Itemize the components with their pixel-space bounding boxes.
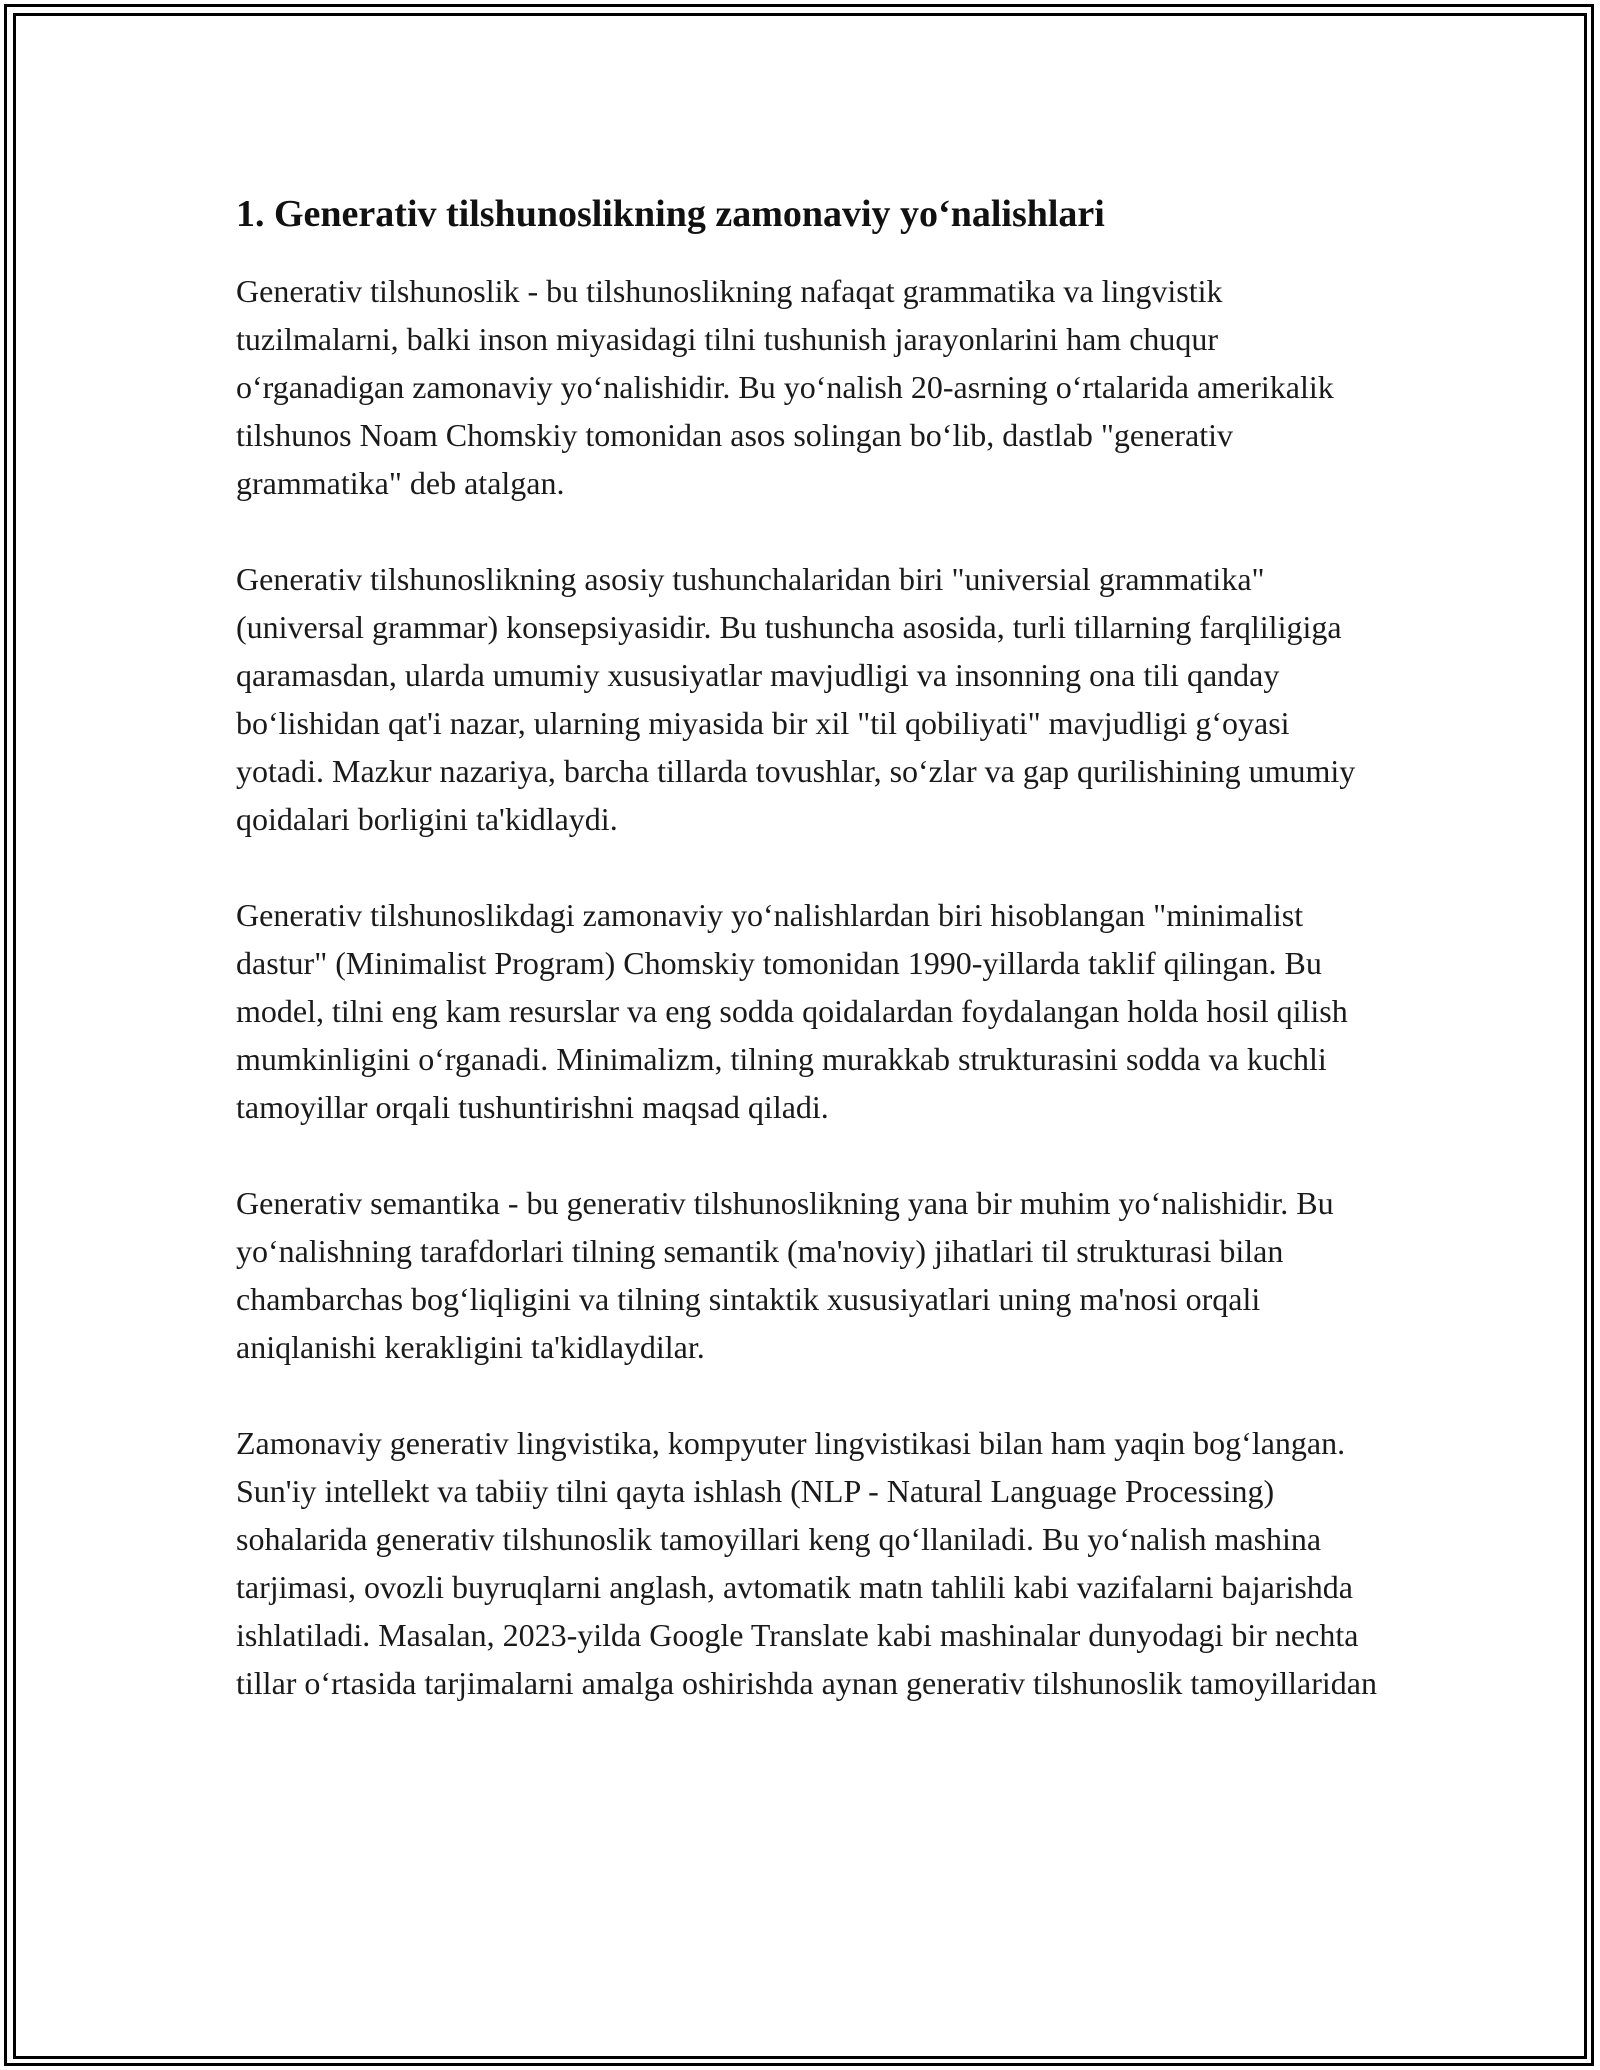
document-body [236, 185, 1381, 1707]
paragraph-3: Generativ tilshunoslikdagi zamonaviy yo‘nalishlardan biri hisoblangan "minimalist dastur" (Minimalist Program) Chomskiy tomonidan 1990-yillarda taklif qilingan. Bu model, tilni eng kam resurslar va eng sodda qoidalardan foydalangan holda hosil qilish mumkinligini o‘rganadi. Minimalizm, tilning murakkab strukturasini sodda va kuchli tamoyillar orqali tushuntirishni maqsad qiladi. [236, 897, 1348, 1125]
paragraph-4: Generativ semantika - bu generativ tilshunoslikning yana bir muhim yo‘nalishidir. Bu yo‘nalishning tarafdorlari tilning semantik (ma'noviy) jihatlari til strukturasi bilan chambarchas bog‘liqligini va tilning sintaktik xususiyatlari uning ma'nosi orqali aniqlanishi kerakligini ta'kidlaydilar. [236, 1185, 1334, 1365]
paragraph-2: Generativ tilshunoslikning asosiy tushunchalaridan biri "universial grammatika" (universal grammar) konsepsiyasidir. Bu tushuncha asosida, turli tillarning farqliligiga qaramasdan, ularda umumiy xususiyatlar mavjudligi va insonning ona tili qanday bo‘lishidan qat'i nazar, ularning miyasida bir xil "til qobiliyati" mavjudligi g‘oyasi yotadi. Mazkur nazariya, barcha tillarda tovushlar, so‘zlar va gap qurilishining umumiy qoidalari borligini ta'kidlaydi. [236, 561, 1356, 837]
paragraph-1: Generativ tilshunoslik - bu tilshunoslikning nafaqat grammatika va lingvistik tuzilmalarni, balki inson miyasidagi tilni tushunish jarayonlarini ham chuqur o‘rganadigan zamonaviy yo‘nalishidir. Bu yo‘nalish 20-asrning o‘rtalarida amerikalik tilshunos Noam Chomskiy tomonidan asos solingan bo‘lib, dastlab "generativ grammatika" deb atalgan. [236, 273, 1334, 501]
section-heading: 1. Generativ tilshunoslikning zamonaviy yo‘nalishlari [236, 193, 1105, 235]
paragraph-5: Zamonaviy generativ lingvistika, kompyuter lingvistikasi bilan ham yaqin bog‘langan. Sun'iy intellekt va tabiiy tilni qayta ishlash (NLP - Natural Language Processing) sohalarida generativ tilshunoslik tamoyillari keng qo‘llaniladi. Bu yo‘nalish mashina tarjimasi, ovozli buyruqlarni anglash, avtomatik matn tahlili kabi vazifalarni bajarishda ishlatiladi. Masalan, 2023-yilda Google Translate kabi mashinalar dunyodagi bir nechta tillar o‘rtasida tarjimalarni amalga oshirishda aynan generativ tilshunoslik tamoyillaridan [236, 1425, 1377, 1701]
